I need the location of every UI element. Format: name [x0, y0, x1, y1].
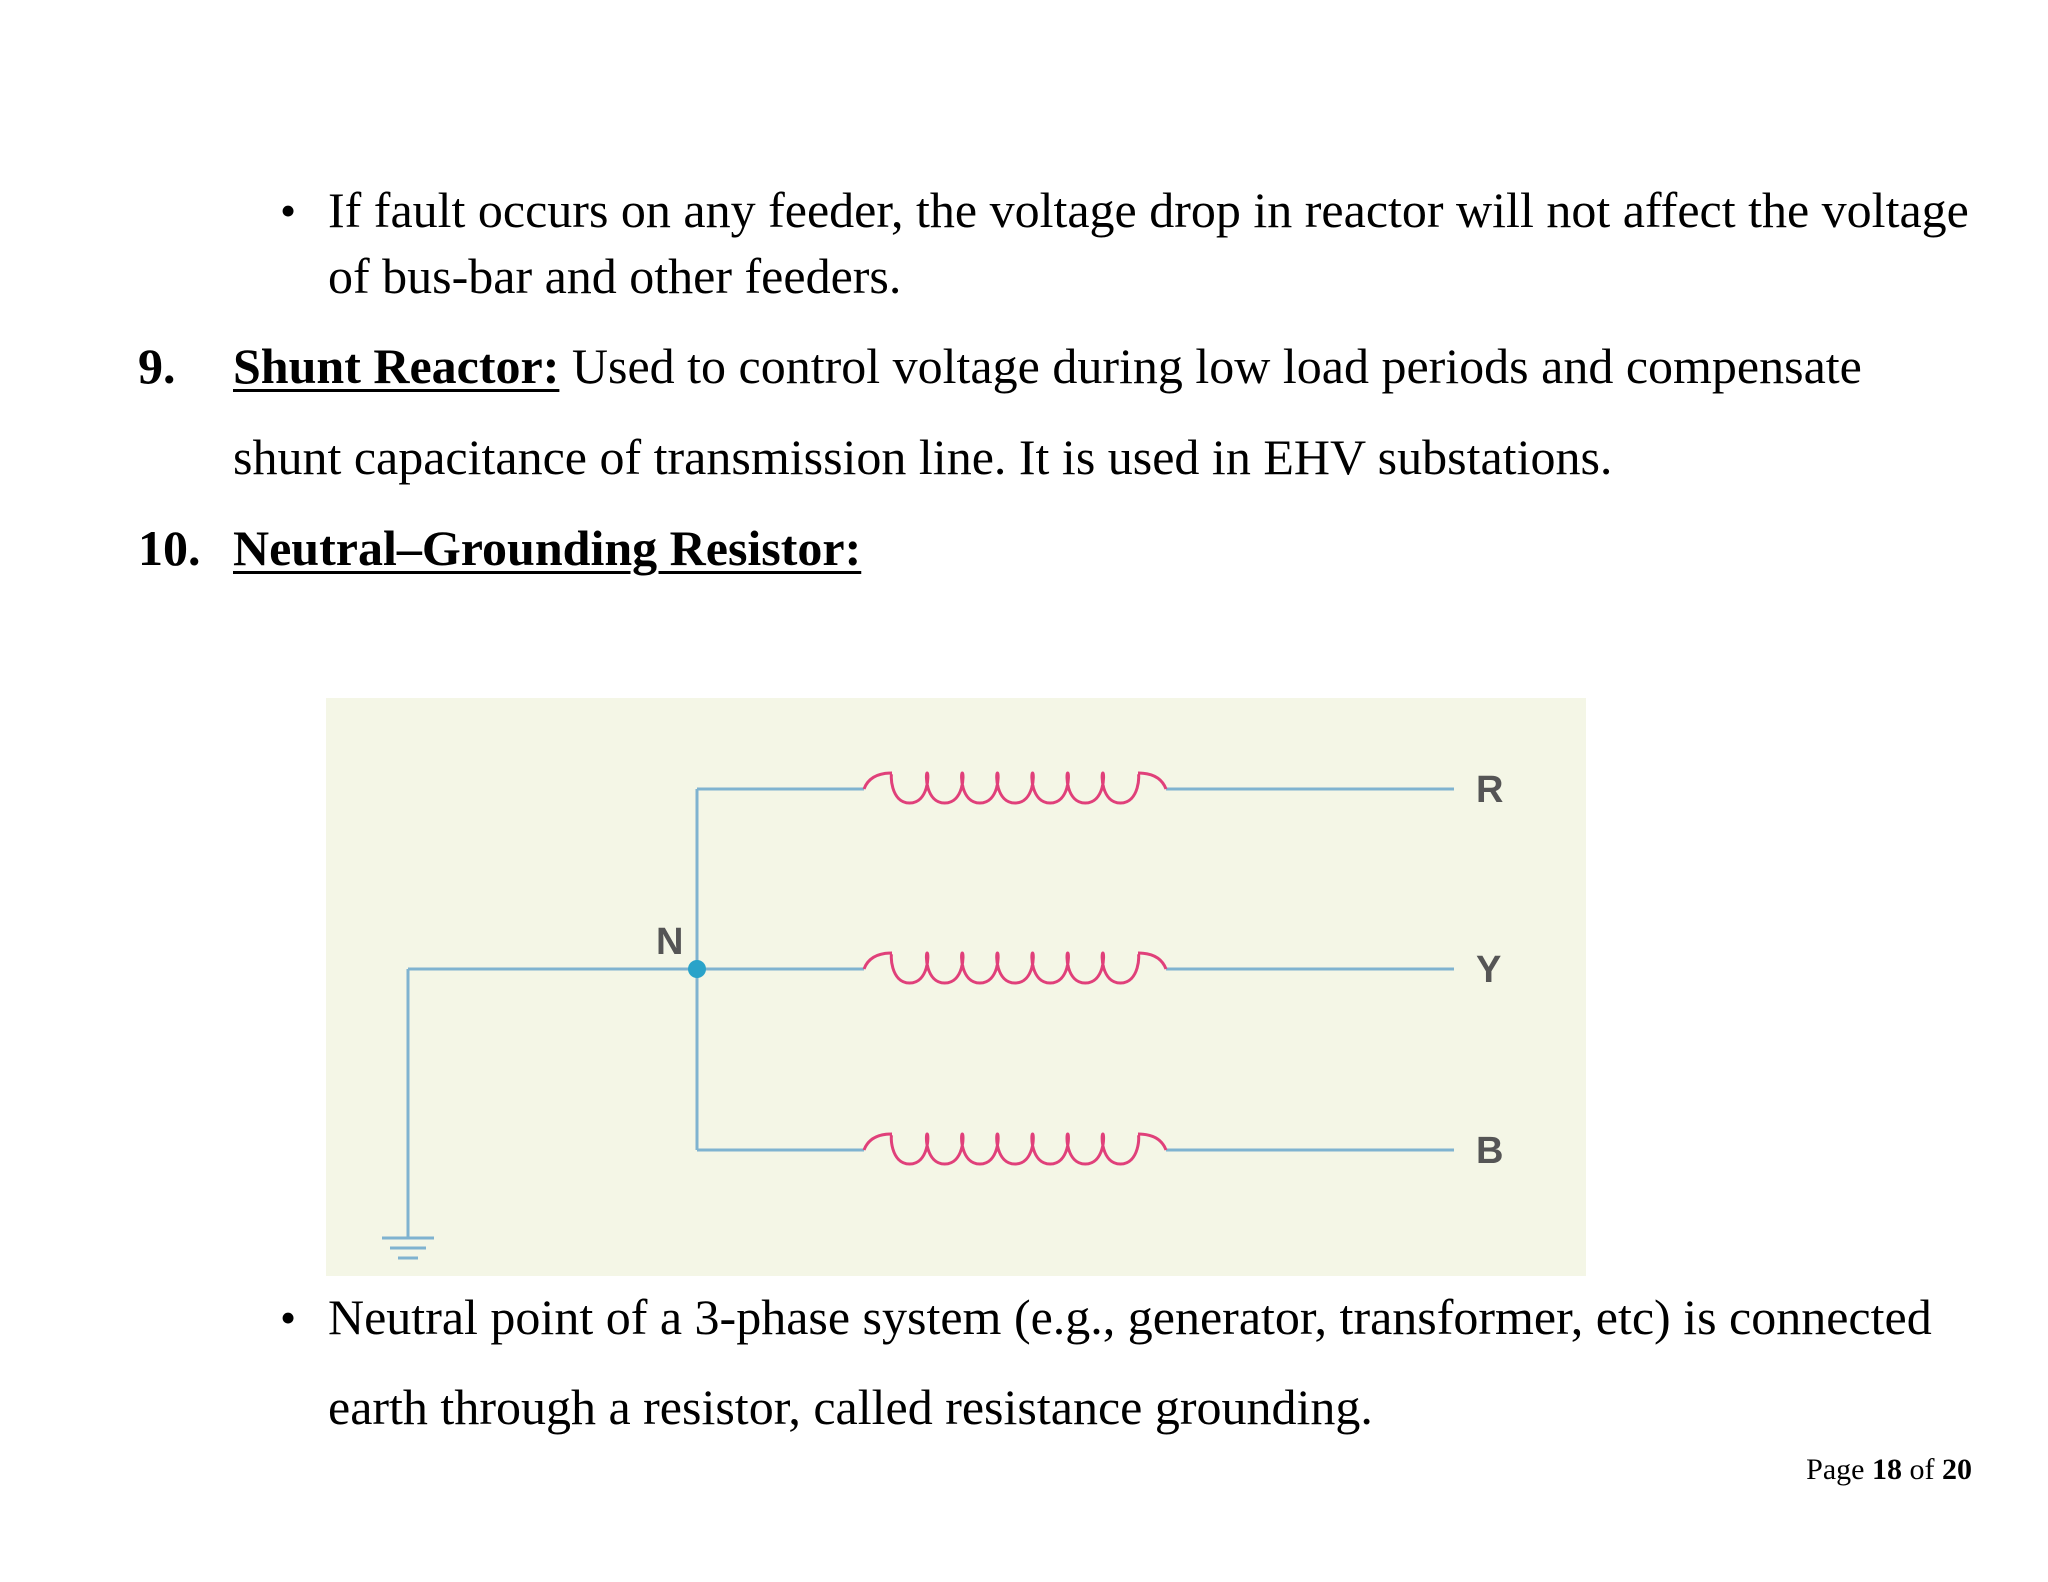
- item-number: 9.: [138, 338, 176, 394]
- page-word: Page: [1806, 1453, 1865, 1486]
- bullet-icon: •: [280, 1292, 297, 1343]
- bullet-text-line: If fault occurs on any feeder, the voltage drop in reactor will not affect the voltage: [328, 182, 1969, 238]
- bullet-text-line: earth through a resistor, called resistance grounding.: [328, 1379, 1373, 1435]
- diagram-background: [326, 698, 1586, 1276]
- neutral-grounding-heading: Neutral–Grounding Resistor:: [233, 520, 862, 576]
- item-number: 10.: [138, 520, 201, 576]
- shunt-reactor-text-line2: shunt capacitance of transmission line. It is used in EHV substations.: [233, 429, 1613, 485]
- bullet-text-line: Neutral point of a 3-phase system (e.g., generator, transformer, etc) is connected: [328, 1289, 1932, 1345]
- phase-b-label: B: [1476, 1130, 1504, 1172]
- shunt-reactor-heading: Shunt Reactor:: [233, 338, 560, 394]
- page-footer: [1806, 1455, 1972, 1485]
- bullet-icon: •: [280, 185, 297, 236]
- phase-y-label: Y: [1476, 949, 1502, 991]
- shunt-reactor-line: [233, 338, 1862, 394]
- neutral-label: N: [656, 921, 684, 963]
- page-total: 20: [1942, 1453, 1972, 1486]
- neutral-node: [688, 960, 706, 978]
- phase-r-label: R: [1476, 769, 1504, 811]
- shunt-reactor-text: Used to control voltage during low load periods and compensate: [559, 338, 1862, 394]
- page-current: 18: [1872, 1453, 1902, 1486]
- neutral-grounding-diagram: [326, 698, 1586, 1276]
- bullet-text-line: of bus-bar and other feeders.: [328, 248, 902, 304]
- of-word: of: [1909, 1453, 1935, 1486]
